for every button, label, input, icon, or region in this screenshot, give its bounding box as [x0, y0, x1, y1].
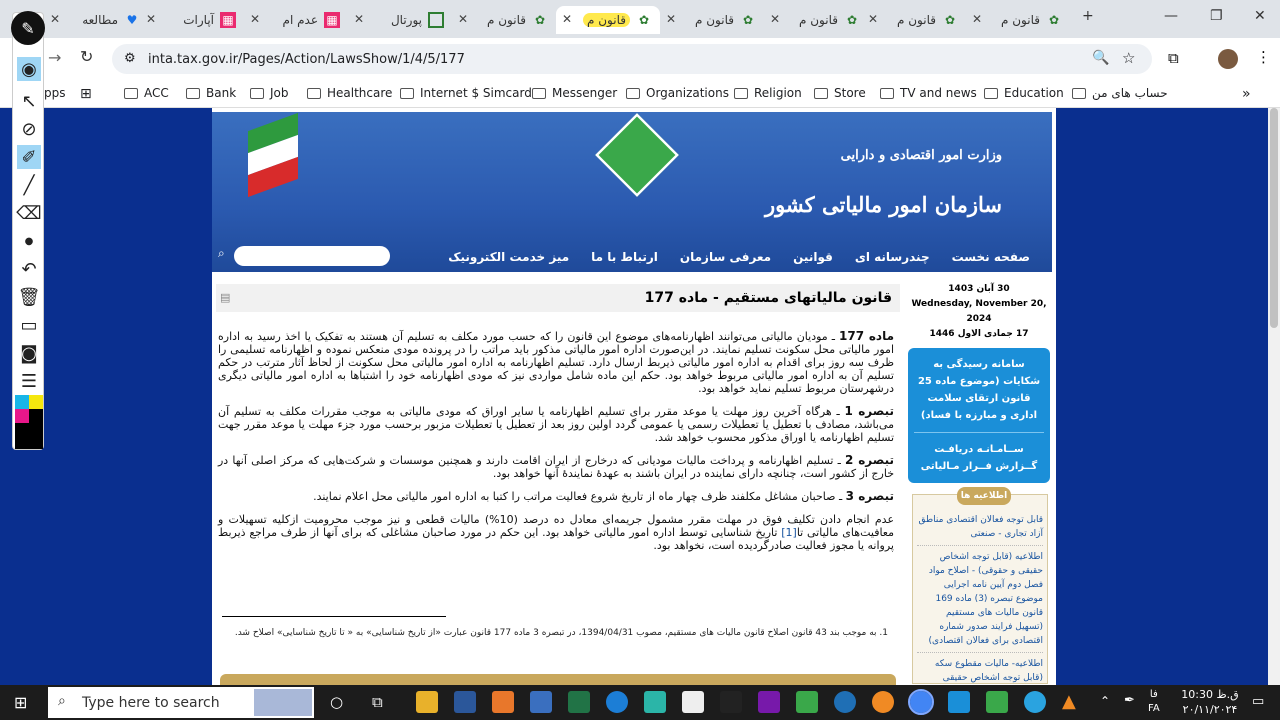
- avatar[interactable]: [1218, 49, 1238, 69]
- tab-9[interactable]: ✿ قانون م ✕: [966, 6, 1070, 34]
- apps-grid-icon[interactable]: ⊞: [80, 86, 92, 102]
- folder-icon: [880, 88, 894, 99]
- color-palette[interactable]: [15, 395, 43, 449]
- search-icon: ⌕: [58, 693, 66, 709]
- close-icon[interactable]: ✕: [458, 12, 469, 26]
- site-search-input[interactable]: [234, 246, 390, 266]
- bookmark-folder[interactable]: Organizations: [626, 86, 729, 100]
- page-viewport: [0, 108, 1280, 685]
- folder-icon: [734, 88, 748, 99]
- star-icon[interactable]: ☆: [1122, 49, 1136, 67]
- nav-contact[interactable]: ارتباط با ما: [591, 250, 658, 264]
- tab-4[interactable]: ✿ قانون م ✕: [452, 6, 556, 34]
- tab-1[interactable]: ▦ آپارات ✕: [140, 6, 244, 34]
- more-bookmarks-icon[interactable]: »: [1242, 86, 1251, 102]
- close-icon[interactable]: ✕: [562, 12, 573, 26]
- bookmark-folder[interactable]: Job: [250, 86, 289, 100]
- sidebar: [908, 282, 1050, 483]
- tab-7[interactable]: ✿ قانون م ✕: [764, 6, 868, 34]
- date-gregorian: Wednesday, November 20, 2024: [911, 299, 1047, 324]
- announcement-item[interactable]: اطلاعیه (قابل توجه اشخاص حقیقی و حقوقی) - اصلاح مواد فصل دوم آیین نامه اجرایی موضوع تبصره (3) ماده 169 قانون مالیات های مستقیم (تسهیل فرایند صدور شماره اقتصادی برای فعالان اقتصادی): [917, 550, 1043, 653]
- word-icon[interactable]: [454, 691, 476, 713]
- app-icon[interactable]: [986, 691, 1008, 713]
- law-article: [218, 330, 894, 562]
- search-icon[interactable]: ⌕: [218, 246, 225, 260]
- folder-icon: [984, 88, 998, 99]
- print-icon[interactable]: ▤: [220, 291, 231, 304]
- complaints-system-link[interactable]: سامانه رسیدگی به شکایات (موضوع ماده 25 قانون ارتقای سلامت اداری و مبارزه با فساد) ســامـانـه دریافـت گــزارش فــرار مـالیاتی: [908, 348, 1050, 483]
- tax-org-logo: [595, 113, 679, 197]
- pen-tray-icon[interactable]: ✒: [1124, 693, 1135, 708]
- footnote-link[interactable]: [1]: [781, 526, 797, 539]
- tax-org-icon: ✿: [742, 13, 754, 27]
- bookmark-folder[interactable]: Healthcare: [307, 86, 392, 100]
- folder-icon: [186, 88, 200, 99]
- close-icon[interactable]: ✕: [354, 12, 365, 26]
- bookmark-folder[interactable]: TV and news: [880, 86, 977, 100]
- nav-eservices[interactable]: میز خدمت الکترونیک: [448, 250, 570, 264]
- article-177: ماده 177 ـ مودیان مالیاتی می‌توانند اظهارنامه‌های موضوع این قانون را که حسب مورد مکلف به تسلیم آن هستند به تفکیک یا اخذ رسید به اداره امور مالیاتی محل سکونت تسلیم نمایند. در این‌صورت اداره امور مالیاتی مذکور باید مراتب را در پرونده مودی منعکس نموده و اظهارنامه تسلیمی را ظرف سه روز برای اقدام به اداره امور مالیاتی ذیربط ارسال دارد. تسلیم اظهارنامه به اداره امور مالیاتی محل سکونت از لحاظ آثار مترتب در حکم تسلیم آن به اداره امور مالیاتی مربوط خواهد بود. حکم این ماده شامل مواردی نیز که مودی اظهارنامه خود را اشتباها به اداره امور مالیاتی دیگری درشهرستان مربوط تسلیم نماید خواهد بود.: [218, 329, 895, 395]
- input-language[interactable]: فا FA: [1148, 689, 1160, 714]
- tab-5-active[interactable]: ✿ قانون م ✕: [556, 6, 660, 34]
- app-icon[interactable]: [644, 691, 666, 713]
- tax-org-icon: ✿: [944, 13, 956, 27]
- pen-logo-icon[interactable]: ✎: [11, 11, 45, 45]
- announcements-title: اطلاعیه ها: [957, 487, 1011, 505]
- bookmarks-bar: [0, 80, 1280, 108]
- tab-2[interactable]: ▦ عدم ام ✕: [244, 6, 348, 34]
- iran-flag-icon: [218, 118, 308, 228]
- bookmark-folder[interactable]: Religion: [734, 86, 802, 100]
- notes-icon[interactable]: ☰: [20, 370, 38, 392]
- bookmark-folder[interactable]: Messenger: [532, 86, 617, 100]
- bookmark-folder[interactable]: ACC: [124, 86, 169, 100]
- bookmark-folder[interactable]: Internet $ Simcard: [400, 86, 532, 100]
- app-icon[interactable]: [606, 691, 628, 713]
- tab-6[interactable]: ✿ قانون م ✕: [660, 6, 764, 34]
- tax-org-icon: ✿: [534, 13, 546, 27]
- eraser-icon[interactable]: ⌫: [16, 202, 42, 224]
- folder-icon: [250, 88, 264, 99]
- ministry-name: وزارت امور اقتصادی و دارایی: [840, 148, 1002, 163]
- app-icon[interactable]: [948, 691, 970, 713]
- portal-icon: [428, 12, 444, 28]
- menu-icon[interactable]: ⋮: [1256, 48, 1271, 66]
- notifications-icon[interactable]: ▭: [1252, 694, 1265, 709]
- new-tab-button[interactable]: +: [1082, 8, 1094, 24]
- task-view-icon[interactable]: ⧉: [372, 693, 383, 711]
- zoom-icon[interactable]: 🔍: [1092, 50, 1110, 66]
- tab-strip: [0, 0, 1280, 38]
- page-scrollbar[interactable]: [1268, 108, 1280, 685]
- tab-8[interactable]: ✿ قانون م ✕: [862, 6, 966, 34]
- bookmark-folder[interactable]: حساب های من: [1072, 86, 1168, 100]
- tray-chevron-icon[interactable]: ⌃: [1100, 694, 1111, 708]
- url-field[interactable]: ⚙ inta.tax.gov.ir/Pages/Action/LawsShow/1/4/5/177 🔍 ☆: [112, 44, 1152, 74]
- app-icon[interactable]: [720, 691, 742, 713]
- taskbar-search-input[interactable]: ⌕ Type here to search: [48, 687, 314, 718]
- nav-laws[interactable]: قوانین: [793, 250, 833, 264]
- bookmark-icon: ♥: [126, 13, 138, 27]
- nav-home[interactable]: صفحه نخست: [951, 250, 1030, 264]
- close-icon[interactable]: ✕: [868, 12, 879, 26]
- aparat-icon: ▦: [220, 12, 236, 28]
- footnote-divider: [222, 616, 446, 617]
- cortana-icon[interactable]: ○: [330, 693, 344, 711]
- folder-icon: [814, 88, 828, 99]
- folder-icon: [1072, 88, 1086, 99]
- excel-icon[interactable]: [568, 691, 590, 713]
- folder-icon: [532, 88, 546, 99]
- scrollbar-thumb[interactable]: [1270, 108, 1278, 328]
- screen-annotation-toolbar: [12, 12, 44, 450]
- date-hijri: 17 جمادی الاول 1446: [929, 329, 1029, 339]
- telegram-icon[interactable]: [1024, 691, 1046, 713]
- date-persian: 30 آبان 1403: [948, 284, 1010, 294]
- camera-icon[interactable]: ◙: [20, 342, 38, 364]
- page-body: [212, 108, 1056, 685]
- close-icon[interactable]: ✕: [972, 12, 983, 26]
- dot-size-icon[interactable]: ●: [24, 235, 34, 247]
- highlighter-icon[interactable]: ✐: [17, 145, 41, 169]
- bookmark-folder[interactable]: Bank: [186, 86, 236, 100]
- folder-icon: [307, 88, 321, 99]
- app-icon[interactable]: [796, 691, 818, 713]
- page-title: قانون مالیاتهای مستقیم - ماده 177 ▤: [216, 284, 900, 312]
- undo-icon[interactable]: ↶: [21, 258, 37, 280]
- firefox-icon[interactable]: [872, 691, 894, 713]
- windows-taskbar: [0, 685, 1280, 720]
- bottom-tab-strip: [220, 674, 896, 685]
- close-icon[interactable]: ✕: [146, 12, 157, 26]
- reload-icon[interactable]: ↻: [80, 47, 94, 66]
- eye-icon[interactable]: ◉: [17, 57, 41, 81]
- nav-about[interactable]: معرفی سازمان: [679, 250, 772, 264]
- close-icon[interactable]: ✕: [770, 12, 781, 26]
- search-highlight-image: [254, 689, 312, 716]
- forward-icon[interactable]: →: [48, 48, 62, 67]
- announcement-item[interactable]: قابل توجه فعالان اقتصادی مناطق آزاد تجاری - صنعتی: [917, 513, 1043, 546]
- note-3: تبصره 3 ـ صاحبان مشاغل مکلفند ظرف چهار ماه از تاریخ شروع فعالیت مراتب را کتبا به اداره امور مالیاتی محل اعلام نمایند.: [313, 489, 894, 503]
- marker-icon[interactable]: ╱: [23, 174, 35, 196]
- site-banner: [212, 112, 1052, 272]
- close-icon[interactable]: ✕: [250, 12, 261, 26]
- cursor-icon[interactable]: ↖: [21, 90, 37, 112]
- bookmark-folder[interactable]: Education: [984, 86, 1064, 100]
- bookmark-folder[interactable]: Store: [814, 86, 866, 100]
- folder-icon: [124, 88, 138, 99]
- app-icon[interactable]: [492, 691, 514, 713]
- tax-org-icon: ✿: [846, 13, 858, 27]
- announcements-box: [912, 491, 1048, 684]
- chrome-icon[interactable]: [910, 691, 932, 713]
- app-icon[interactable]: [530, 691, 552, 713]
- trash-icon[interactable]: 🗑: [17, 286, 41, 308]
- close-window-button[interactable]: ✕: [1254, 8, 1266, 24]
- note-1: تبصره 1 ـ هرگاه آخرین روز مهلت یا موعد مقرر برای تسلیم اظهارنامه یا سایر اوراق که مودی مالیاتی به موجب مقررات مکلف به تسلیم آن می‌باشد، مصادف با تعطیل یا تعطیلات رسمی یا عمومی گردد اولین روز بعد از تعطیل یا تعطیلات مزبور برحسب مورد جزء مهلت یا موعد مقرر جهت تسلیم اظهارنامه یا اوراق مذکور محسوب خواهد شد.: [218, 404, 894, 444]
- restore-button[interactable]: ❐: [1210, 8, 1223, 24]
- minimize-button[interactable]: —: [1164, 8, 1178, 24]
- folder-icon: [400, 88, 414, 99]
- address-bar-row: [0, 38, 1280, 80]
- tax-org-icon: ✿: [1048, 13, 1060, 27]
- announcement-item[interactable]: اطلاعیه- مالیات مقطوع سکه (قابل توجه اشخاص حقیقی: [934, 659, 1043, 683]
- app-icon[interactable]: [834, 691, 856, 713]
- footnote: 1. به موجب بند 43 قانون اصلاح قانون مالیات های مستقیم، مصوب 1394/04/31، در تبصره 3 ماده 177 قانون عبارت «از تاریخ شناسایی» به « تا تاریخ شناسایی» اصلاح شد.: [234, 628, 888, 638]
- file-explorer-icon[interactable]: [416, 691, 438, 713]
- windows-start-icon[interactable]: ⊞: [14, 693, 28, 712]
- penalty-paragraph: عدم انجام دادن تکلیف فوق در مهلت مقرر مشمول جریمه‌ای معادل ده درصد (10%) مالیات قطعی و نیز موجب محرومیت ازکلیه تسهیلات و معافیت‌های مالیاتی تا[1] تاریخ شناسایی توسط اداره امور مالیاتی خواهد بود. این حکم در مورد صاحبان مشاغلی که برای آنها از طرف مراجع ذیربط پروانه یا مجوز فعالیت صادرگردیده است، نخواهد بود.: [218, 513, 895, 552]
- extensions-icon[interactable]: ⧉: [1168, 49, 1179, 67]
- bookmark-apps[interactable]: pps: [44, 86, 66, 100]
- whiteboard-icon[interactable]: ▭: [20, 314, 38, 336]
- close-icon[interactable]: ✕: [666, 12, 677, 26]
- tax-org-icon: ✿: [638, 13, 650, 27]
- app-icon[interactable]: [682, 691, 704, 713]
- note-2: تبصره 2 ـ تسلیم اظهارنامه و پرداخت مالیات مودیانی که درخارج از ایران اقامت دارند و همچنین موسسات و شرکت‌هایی که مرکز اصلی آنها در خارج از کشور است، چنانچه دارای نماینده در ایران باشند به عهدهٔ نمایندهٔ آنها خواهد بود.: [218, 453, 894, 480]
- tab-0[interactable]: ♥ مطالعه ✕: [44, 6, 148, 34]
- onenote-icon[interactable]: [758, 691, 780, 713]
- no-pen-icon[interactable]: ⊘: [21, 118, 37, 140]
- vlc-icon[interactable]: ▲: [1062, 691, 1076, 712]
- close-icon[interactable]: ✕: [50, 12, 61, 26]
- nav-multimedia[interactable]: چندرسانه ای: [854, 250, 930, 264]
- system-clock[interactable]: 10:30 ق.ظ ۲۰/۱۱/۲۰۲۴: [1181, 688, 1239, 716]
- aparat-icon: ▦: [324, 12, 340, 28]
- site-info-icon[interactable]: ⚙: [124, 51, 136, 66]
- tab-3[interactable]: پورتال ✕: [348, 6, 452, 34]
- folder-icon: [626, 88, 640, 99]
- organization-name: سازمان امور مالیاتی کشور: [764, 192, 1002, 217]
